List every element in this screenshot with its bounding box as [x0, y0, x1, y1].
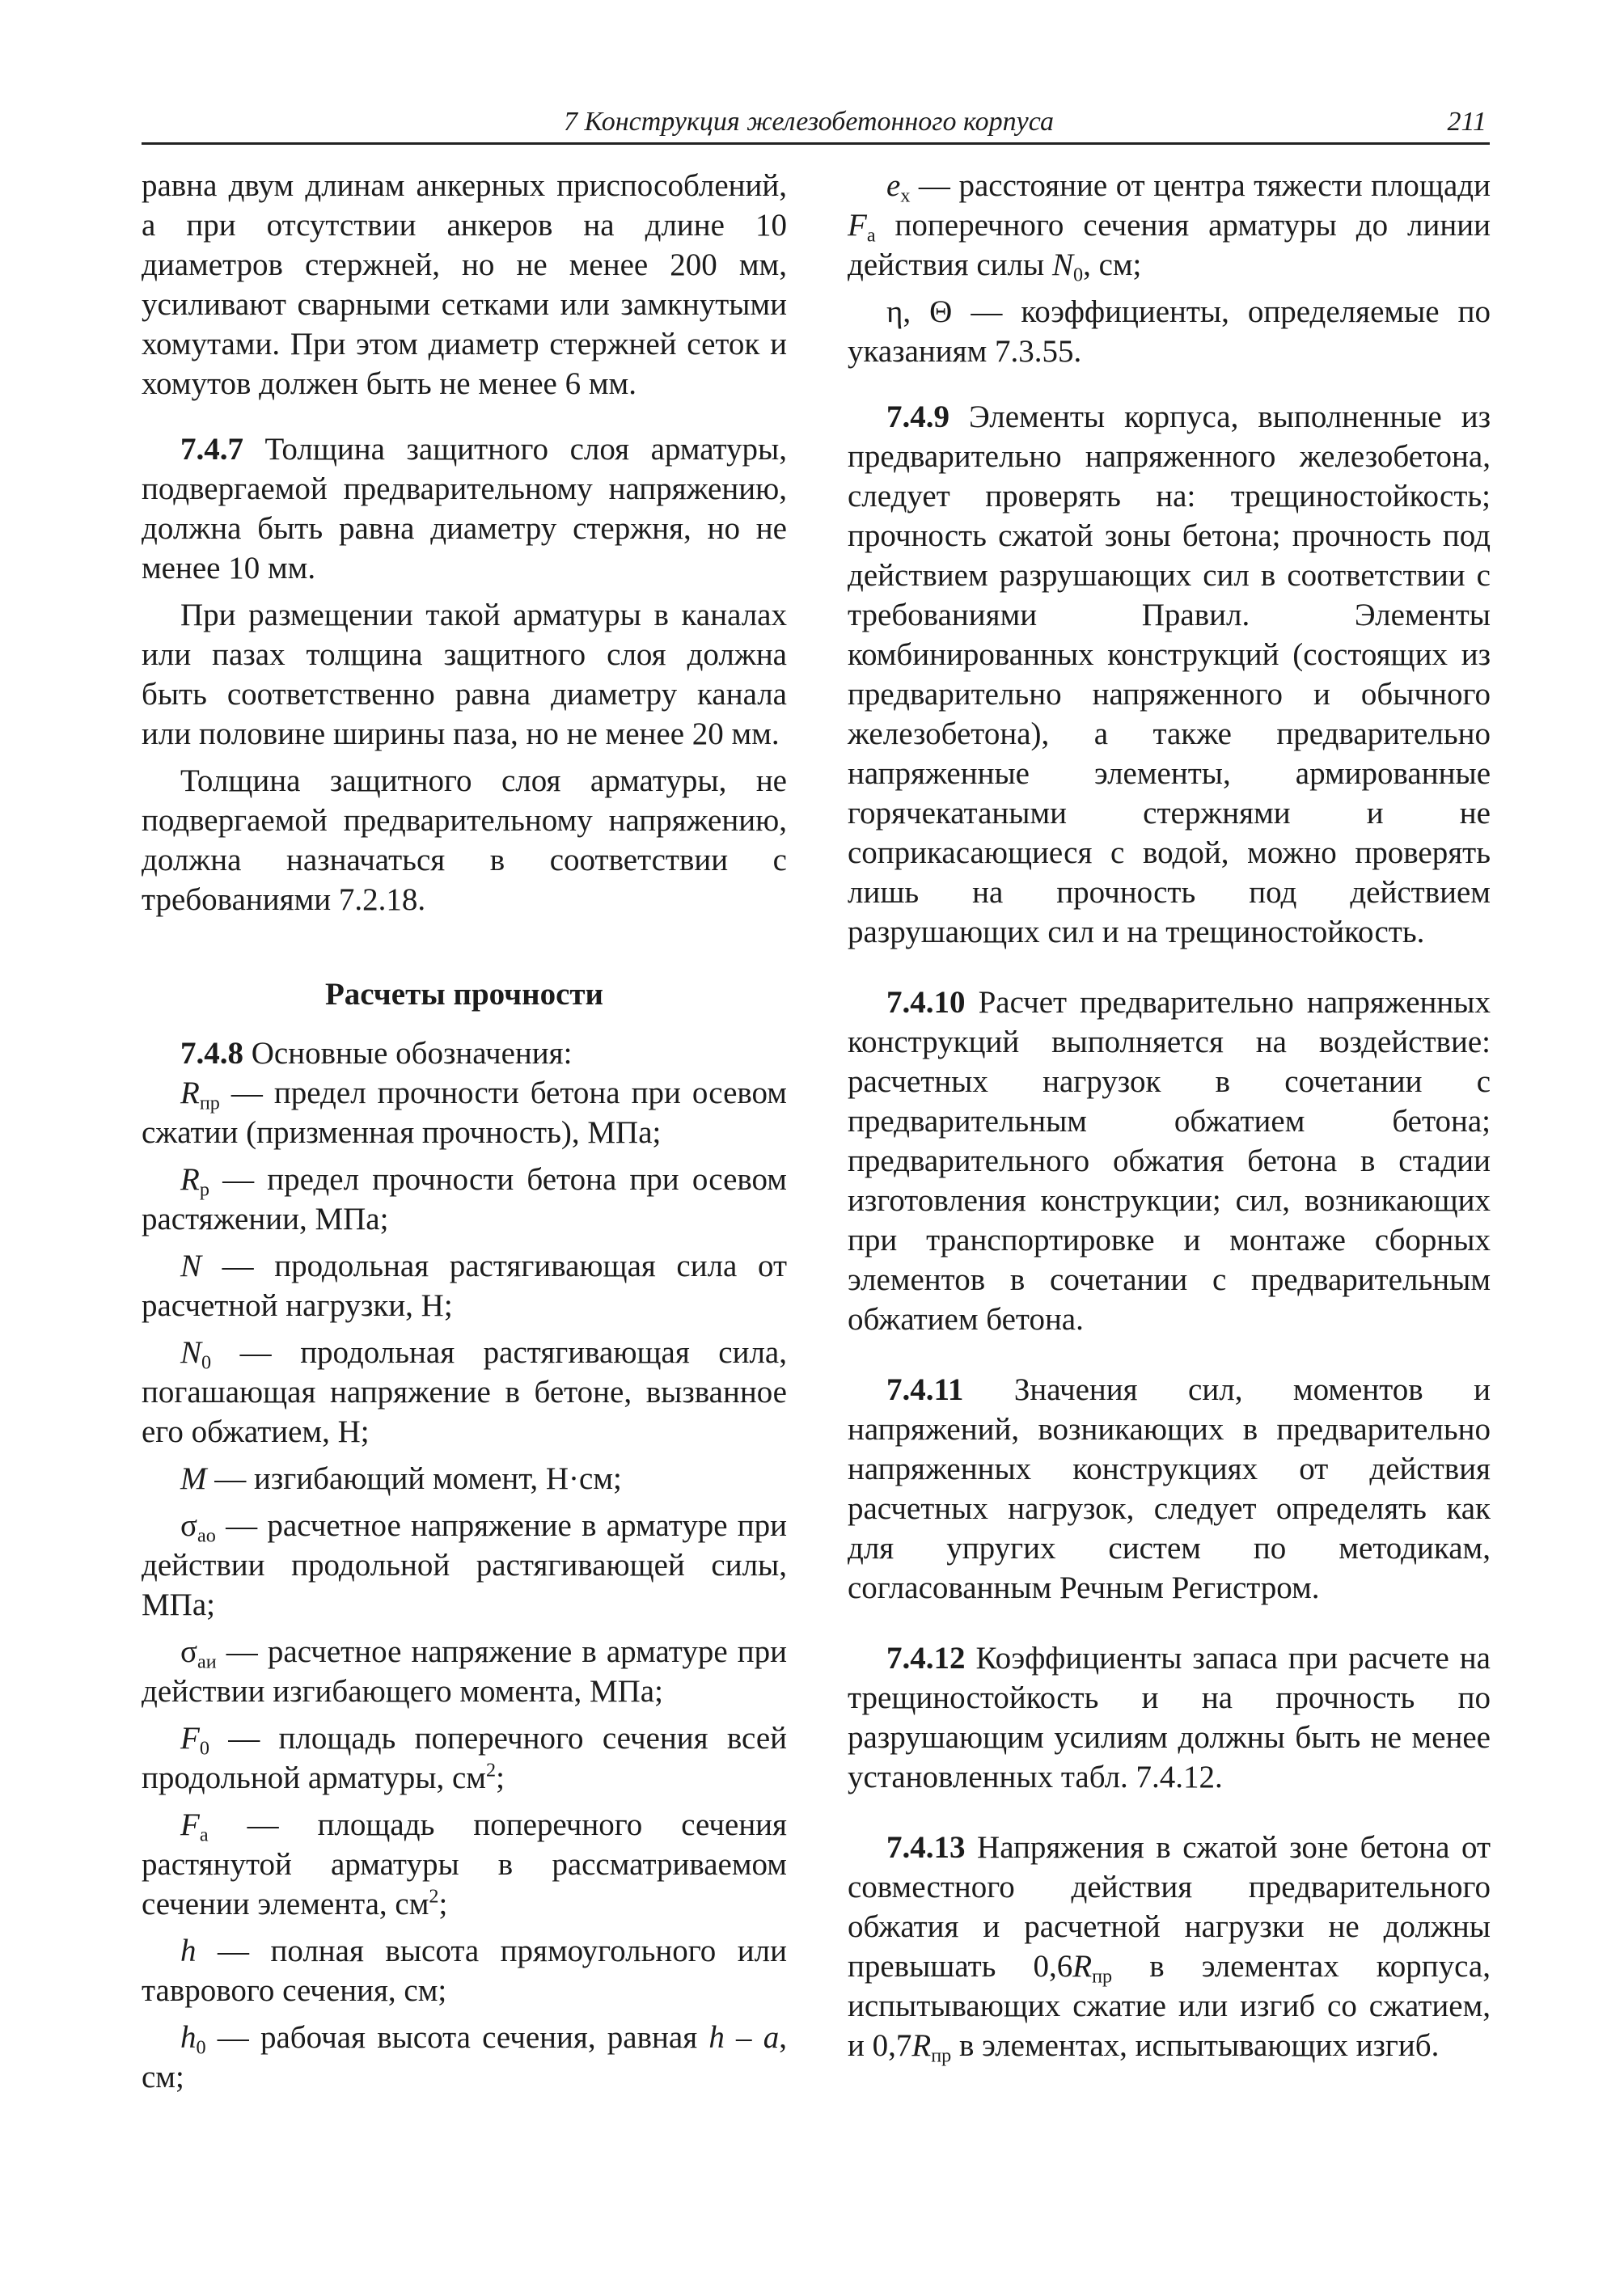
- definition-item: N — продольная растягивающая сила от расчетной нагрузки, Н;: [142, 1249, 787, 1323]
- section-7-4-9: [848, 397, 1491, 952]
- section-text: Коэффициенты запаса при расчете на трещиностойкость и на прочность по разрушающим усилиям должны быть не менее установленных табл. 7.4.12.: [848, 1641, 1491, 1794]
- section-number: 7.4.7: [180, 432, 243, 467]
- running-header: [142, 104, 1490, 145]
- subheading: Расчеты прочности: [324, 977, 604, 1012]
- section-7-4-7: [142, 429, 787, 588]
- definition-item: $\sigma_{ао}$ — расчетное напряжение в арматуре при действии продольной растягивающей силы, МПа;: [142, 1508, 787, 1622]
- definition-item: M — изгибающий момент, Н·см;: [180, 1461, 622, 1496]
- right-column: [848, 166, 1491, 2065]
- paragraph-continued: равна двум длинам анкерных приспособлений, а при отсутствии анкеров на длине 10 диаметров стержней, но не менее 200 мм, усиливают сварными сетками или замкнутыми хомутами. При этом диаметр стержней сеток и хомутов должен быть не менее 6 мм.: [142, 168, 787, 401]
- paragraph: При размещении такой арматуры в каналах или пазах толщина защитного слоя должна быть соответственно равна диаметру канала или половине ширины паза, но не менее 20 мм.: [142, 598, 787, 751]
- section-7-4-11: [848, 1370, 1491, 1608]
- definition-item: h — полная высота прямоугольного или таврового сечения, см;: [142, 1934, 787, 2008]
- left-column: [142, 166, 787, 2104]
- section-number: 7.4.10: [886, 985, 966, 1020]
- page-number: 211: [1447, 107, 1487, 137]
- section-number: 7.4.12: [886, 1641, 966, 1676]
- definition-item: $e_x$ — расстояние от центра тяжести площади $F_а$ поперечного сечения арматуры до линии действия силы $N_0$, см;: [848, 168, 1491, 286]
- paragraph: Толщина защитного слоя арматуры, не подвергаемой предварительному напряжению, должна назначаться в соответствии с требованиями 7.2.18.: [142, 763, 787, 917]
- section-text: Значения сил, моментов и напряжений, возникающих в предварительно напряженных конструкциях от действия расчетных нагрузок, следует определять как для упругих систем по методикам, согласованным Речным Регистром.: [848, 1372, 1491, 1605]
- section-text: Основные обозначения:: [243, 1036, 573, 1071]
- definition-item: η, Θ — коэффициенты, определяемые по указаниям 7.3.55.: [848, 294, 1491, 369]
- section-number: 7.4.9: [886, 399, 949, 434]
- section-text: Элементы корпуса, выполненные из предварительно напряженного железобетона, следует проверять на: трещиностойкость; прочность сжатой зоны бетона; прочность под действием разрушающих сил в соответствии с требованиями Правил. Элементы комбинированных конструкций (состоящих из предварительно напряженного и обычного железобетона), а также предварительно напряженные элементы, армированные горячекатаными стержнями и не соприкасающиеся с водой, можно проверять лишь на прочность под действием разрушающих сил и на трещиностойкость.: [848, 399, 1491, 949]
- definition-item: $N_0$ — продольная растягивающая сила, погашающая напряжение в бетоне, вызванное его обжатием, Н;: [142, 1335, 787, 1449]
- section-number: 7.4.11: [886, 1372, 964, 1407]
- section-text: Расчет предварительно напряженных конструкций выполняется на воздействие: расчетных нагрузок в сочетании с предварительным обжатием бетона; предварительного обжатия бетона в стадии изготовления конструкции; сил, возникающих при транспортировке и монтаже сборных элементов в сочетании с предварительным обжатием бетона.: [848, 985, 1491, 1337]
- section-number: 7.4.8: [180, 1036, 243, 1071]
- section-7-4-8: [142, 1033, 787, 1073]
- definition-item: $\sigma_{аи}$ — расчетное напряжение в арматуре при действии изгибающего момента, МПа;: [142, 1634, 787, 1709]
- chapter-title: 7 Конструкция железобетонного корпуса: [564, 107, 1054, 137]
- section-text: Толщина защитного слоя арматуры, подвергаемой предварительному напряжению, должна быть равна диаметру стержня, но не менее 10 мм.: [142, 432, 787, 585]
- section-7-4-12: [848, 1638, 1491, 1797]
- definition-item: $F_0$ — площадь поперечного сечения всей продольной арматуры, $см^2$;: [142, 1721, 787, 1795]
- definition-item: $F_а$ — площадь поперечного сечения растянутой арматуры в рассматриваемом сечении элемента, $см^2$;: [142, 1807, 787, 1921]
- definition-item: $R_р$ — предел прочности бетона при осевом растяжении, МПа;: [142, 1162, 787, 1236]
- definition-item: $h_0$ — рабочая высота сечения, равная h – a, см;: [142, 2020, 788, 2094]
- section-7-4-10: [848, 983, 1491, 1339]
- section-number: 7.4.13: [886, 1830, 966, 1865]
- section-7-4-13: 7.4.13 Напряжения в сжатой зоне бетона от совместного действия предварительного обжатия и расчетной нагрузки не должны превышать $0,6R_{пр}$ в элементах корпуса, испытывающих сжатие или изгиб со сжатием, и $0,7R_{пр}$ в элементах, испытывающих изгиб.: [848, 1830, 1491, 2067]
- definition-item: $R_{пр}$ — предел прочности бетона при осевом сжатии (призменная прочность), МПа;: [142, 1076, 787, 1150]
